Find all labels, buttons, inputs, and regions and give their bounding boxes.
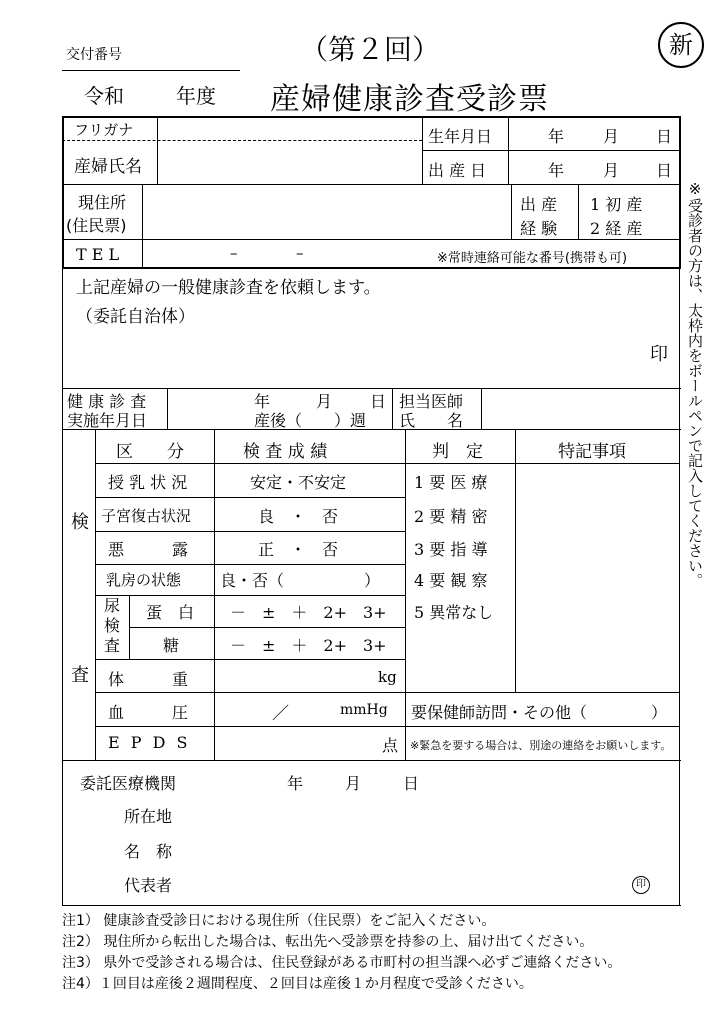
- uterine-involution-label: 子宮復古状況: [101, 507, 192, 525]
- footnote-3: 注3） 県外で受診される場合は、住民登録がある市町村の担当課へ必ずご連絡ください。: [62, 955, 622, 971]
- table-left: [62, 388, 63, 760]
- weight-unit: kg: [378, 668, 397, 686]
- issue-number-label: 交付番号: [66, 47, 122, 63]
- blood-pressure-label: 血 圧: [108, 703, 189, 722]
- special-notes-field[interactable]: [519, 467, 676, 689]
- institution-rep-label: 代表者: [124, 876, 173, 895]
- frame-bottom: [62, 267, 681, 269]
- tel-label: T E L: [76, 245, 120, 264]
- birth-year-unit: 年: [548, 127, 565, 146]
- institution-right: [679, 760, 680, 905]
- furigana-label: フリガナ: [74, 121, 134, 139]
- institution-left: [62, 760, 63, 905]
- date-section-divider: [422, 116, 423, 184]
- institution-address-label: 所在地: [124, 807, 173, 826]
- experience-option-first[interactable]: 1 初 産: [590, 195, 643, 214]
- row-line-5: [129, 627, 405, 628]
- tel-note: ※常時連絡可能な番号(携帯も可): [437, 251, 628, 266]
- birth-divider: [422, 150, 681, 151]
- header-category: 区 分: [116, 442, 184, 462]
- breastfeeding-result[interactable]: 安定・不安定: [250, 473, 347, 492]
- era-label: 令和: [84, 84, 124, 108]
- table-header-bottom: [95, 463, 679, 464]
- result-divider: [405, 429, 406, 760]
- row-line-6: [95, 659, 405, 660]
- fiscal-year-label: 年度: [176, 84, 216, 108]
- address-label: 現住所: [78, 193, 127, 212]
- round-label: （第２回）: [300, 33, 441, 66]
- delivery-date-label: 出 産 日: [428, 161, 487, 180]
- urine-sugar-result[interactable]: － ± ＋ 2+ 3+: [230, 636, 387, 655]
- urine-sugar-label: 糖: [163, 636, 180, 655]
- institution-day-unit: 日: [403, 774, 420, 793]
- delivery-day-unit: 日: [656, 161, 673, 180]
- experience-label-2: 経 験: [520, 219, 558, 238]
- address-divider: [62, 239, 681, 240]
- birth-day-unit: 日: [656, 127, 673, 146]
- epds-label: E P D S: [108, 733, 191, 752]
- institution-year-unit: 年: [287, 774, 304, 793]
- side-label-top: 検: [71, 512, 89, 533]
- weight-label: 体 重: [108, 670, 189, 689]
- lochia-result[interactable]: 正 ・ 否: [258, 540, 339, 559]
- lochia-label: 悪 露: [108, 540, 189, 559]
- name-field[interactable]: [160, 142, 418, 182]
- epds-unit: 点: [382, 736, 399, 755]
- institution-name-label: 名 称: [124, 842, 173, 861]
- birth-date-label: 生年月日: [428, 127, 493, 146]
- furigana-divider: [62, 140, 422, 141]
- footnote-1: 注1） 健康診査受診日における現住所（住民票）をご記入ください。: [62, 913, 496, 929]
- urine-protein-label: 蛋 白: [146, 603, 195, 622]
- name-label-divider: [157, 116, 158, 184]
- urine-protein-result[interactable]: － ± ＋ 2+ 3+: [230, 603, 387, 622]
- doctor-name-field[interactable]: [484, 390, 676, 427]
- table-right: [679, 388, 680, 760]
- address-label-divider: [142, 184, 143, 267]
- row-line-7: [95, 692, 679, 693]
- experience-options-divider: [578, 184, 579, 239]
- examinfo-bottom: [62, 429, 681, 430]
- address-sublabel: (住民票): [66, 216, 127, 235]
- institution-bottom: [62, 905, 681, 906]
- experience-divider: [511, 184, 512, 239]
- row-line-2: [95, 531, 405, 532]
- doctor-label-2: 氏 名: [399, 411, 464, 430]
- urine-label-divider: [129, 595, 130, 659]
- representative-seal: 印: [632, 876, 650, 894]
- doctor-label-1: 担当医師: [399, 392, 464, 411]
- tel-field[interactable]: [146, 242, 426, 264]
- urine-label-2: 検: [104, 616, 121, 635]
- delivery-month-unit: 月: [603, 161, 620, 180]
- epds-field[interactable]: [218, 730, 376, 757]
- date-label-divider: [508, 116, 509, 184]
- exam-month-unit: 月: [316, 392, 333, 411]
- examinfo-label-divider: [167, 388, 168, 429]
- breast-condition-label: 乳房の状態: [106, 571, 182, 589]
- institution-label: 委託医療機関: [80, 774, 177, 793]
- frame-right: [679, 116, 681, 269]
- exam-day-unit: 日: [370, 392, 387, 411]
- examinfo-doctor-label-divider: [481, 388, 482, 429]
- breastfeeding-label: 授 乳 状 況: [108, 473, 188, 492]
- side-label-divider: [95, 429, 96, 760]
- exam-date-label-2: 実施年月日: [67, 411, 148, 430]
- side-label-bottom: 査: [71, 665, 89, 686]
- tel-dash-2: –: [296, 244, 304, 262]
- breast-condition-result[interactable]: 良・否（ ）: [220, 571, 381, 590]
- examinfo-doctor-divider: [392, 388, 393, 429]
- judgment-divider: [515, 429, 516, 692]
- name-label: 産婦氏名: [74, 157, 142, 177]
- followup-option[interactable]: 要保健師訪問・その他（ ）: [411, 703, 668, 722]
- row-line-8: [95, 726, 679, 727]
- header-result: 検 査 成 績: [243, 442, 328, 462]
- row-line-1: [95, 497, 405, 498]
- blood-pressure-unit: mmHg: [340, 702, 388, 718]
- judgment-1[interactable]: 1 要 医 療: [414, 473, 488, 492]
- experience-label-1: 出 産: [520, 195, 558, 214]
- urine-label-3: 査: [104, 636, 121, 655]
- request-text: 上記産婦の一般健康診査を依頼します。: [76, 278, 381, 298]
- postpartum-weeks-label: 産後（ ）週: [254, 411, 367, 430]
- category-divider: [214, 429, 215, 760]
- emergency-note: ※緊急を要する場合は、別途の連絡をお願いします。: [410, 739, 672, 752]
- tel-dash-1: –: [230, 244, 238, 262]
- uterine-involution-result[interactable]: 良 ・ 否: [258, 507, 339, 526]
- issue-number-line: [62, 70, 240, 71]
- address-field[interactable]: [146, 187, 508, 237]
- frame-left: [62, 116, 64, 269]
- header-judgment: 判 定: [432, 442, 483, 462]
- judgment-4[interactable]: 4 要 観 察: [414, 571, 488, 590]
- municipality-label: （委託自治体）: [76, 307, 195, 327]
- institution-month-unit: 月: [345, 774, 362, 793]
- judgment-2[interactable]: 2 要 精 密: [414, 507, 488, 526]
- exam-year-unit: 年: [254, 392, 271, 411]
- urine-label-1: 尿: [104, 596, 121, 615]
- experience-option-multiple[interactable]: 2 経 産: [590, 219, 643, 238]
- exam-date-label-1: 健 康 診 査: [67, 392, 147, 411]
- delivery-year-unit: 年: [548, 161, 565, 180]
- municipality-seal: 印: [650, 344, 668, 365]
- blood-pressure-slash: ／: [272, 704, 289, 724]
- header-notes: 特記事項: [558, 442, 626, 462]
- name-divider: [62, 184, 681, 185]
- row-line-3: [95, 564, 405, 565]
- page-title: 産婦健康診査受診票: [270, 82, 549, 117]
- furigana-field[interactable]: [160, 118, 418, 138]
- weight-field[interactable]: [218, 663, 368, 690]
- side-note: ※受診者の方は、太枠内をボールペンで記入してください。: [686, 180, 704, 588]
- judgment-3[interactable]: 3 要 指 導: [414, 540, 488, 559]
- footnote-4: 注4）１回目は産後２週間程度、２回目は産後１か月程度で受診ください。: [62, 976, 533, 992]
- judgment-5[interactable]: 5 異常なし: [414, 603, 494, 622]
- table-bottom: [62, 760, 681, 761]
- request-left: [62, 268, 63, 388]
- row-line-4: [95, 595, 405, 596]
- footnote-2: 注2） 現住所から転出した場合は、転出先へ受診票を持参の上、届け出てください。: [62, 934, 594, 950]
- new-badge: 新: [658, 22, 704, 68]
- request-right: [679, 268, 680, 388]
- birth-month-unit: 月: [603, 127, 620, 146]
